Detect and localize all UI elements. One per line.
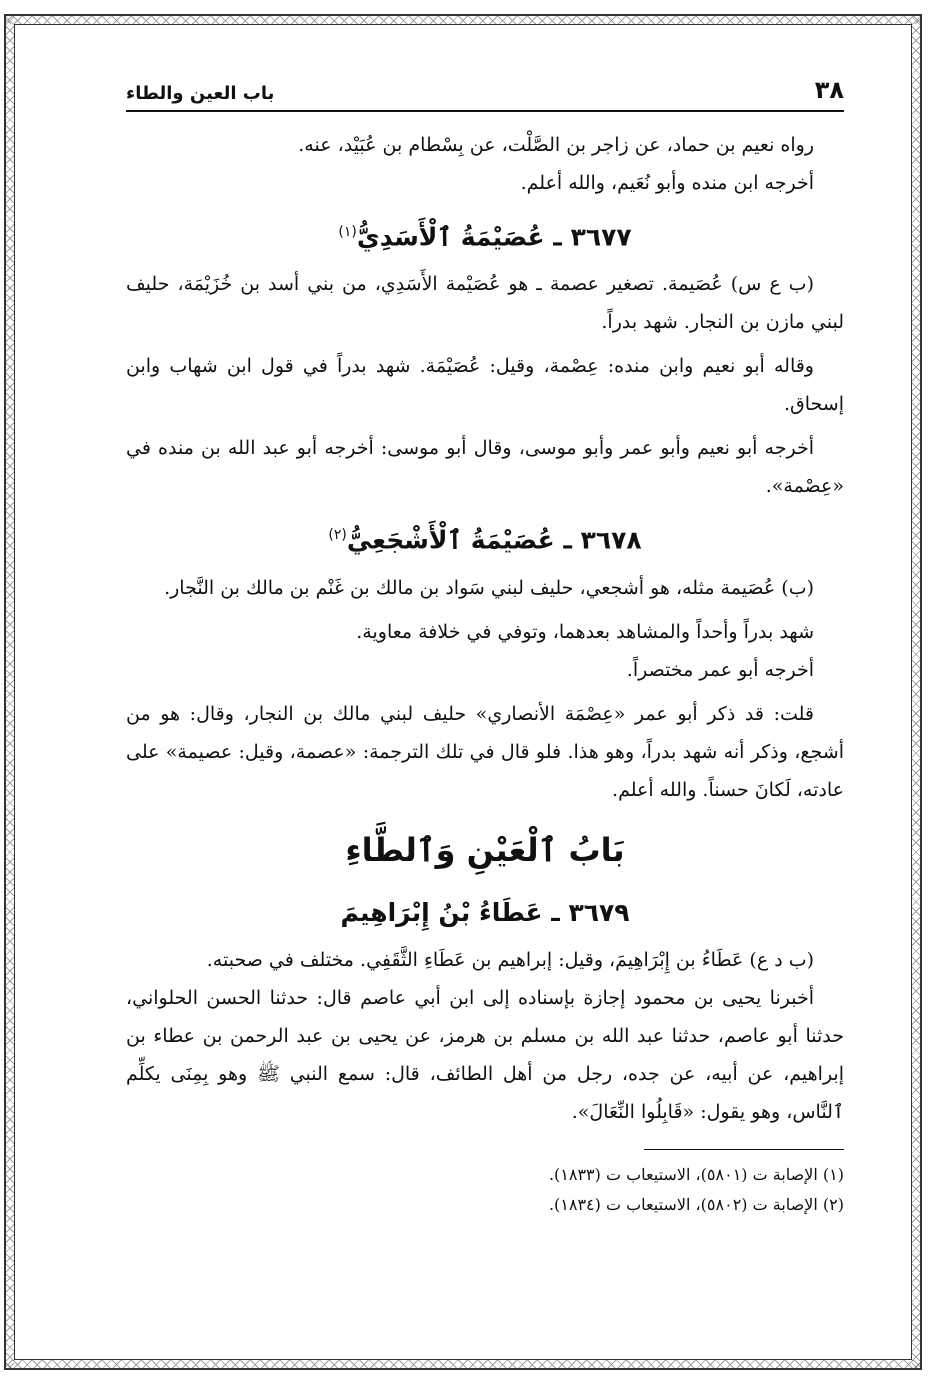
footnote: (١) الإصابة ت (٥٨٠١)، الاستيعاب ت (١٨٣٣).	[548, 1164, 844, 1184]
paragraph: أخبرنا يحيى بن محمود إجازة بإسناده إلى ابن أبي عاصم قال: حدثنا الحسن الحلواني، حدثنا أبو عاصم، حدثنا عبد الله بن مسلم بن هرمز، عن يحيى بن عبد الرحمن بن عطاء بن إبراهيم، عن أبيه، عن جده، رجل من أهل الطائف، قال: سمع النبي ﷺ وهو بِمِنَى يكلِّم ٱلنَّاس، وهو يقول: «قَابِلُوا النِّعَالَ».	[126, 986, 844, 1123]
entry-title-text: ٣٦٧٩ ـ عَطَاءُ بْنُ إِبْرَاهِيمَ	[340, 897, 630, 927]
running-head: باب العين والطاء	[126, 83, 275, 104]
page-content	[126, 76, 844, 1220]
entry-title-3678	[126, 509, 844, 566]
paragraph: قلت: قد ذكر أبو عمر «عِصْمَة الأنصاري» حليف لبني مالك بن النجار، وقال: هو من أشجع، وذكر أنه شهد بدراً، وهو هذا. فلو قال في تلك الترجمة: «عصمة، وقيل: عصيمة» على عادته، لَكانَ حسناً. والله أعلم.	[126, 702, 844, 801]
paragraph: (ب د ع) عَطَاءُ بن إِبْرَاهِيمَ، وقيل: إبراهيم بن عَطَاءِ الثَّقَفِي. مختلف في صحبته.	[206, 948, 814, 971]
page-header	[126, 76, 844, 112]
paragraph: أخرجه أبو نعيم وأبو عمر وأبو موسى، وقال أبو موسى: أخرجه أبو عبد الله بن منده في «عِصْمة».	[126, 437, 844, 498]
footnote: (٢) الإصابة ت (٥٨٠٢)، الاستيعاب ت (١٨٣٤).	[548, 1194, 844, 1214]
paragraph: أخرجه أبو عمر مختصراً.	[626, 658, 814, 681]
paragraph: (ب ع س) عُصَيمة. تصغير عصمة ـ هو عُصَيْمة الأَسَدِي، من بني أسد بن خُزَيْمَة، حليف لبني مازن بن النجار. شهد بدراً.	[126, 273, 844, 334]
entry-title-3677	[126, 206, 844, 263]
entry-title-text: ٣٦٧٨ ـ عُصَيْمَةُ ٱلْأَشْجَعِيُّ	[346, 525, 642, 555]
footnote-divider	[644, 1149, 844, 1150]
paragraph: شهد بدراً وأحداً والمشاهد بعدهما، وتوفي في خلافة معاوية.	[356, 620, 814, 643]
chapter-title: بَابُ ٱلْعَيْنِ وَٱلطَّاءِ	[345, 830, 625, 869]
footnote-ref: (٢)	[328, 527, 347, 544]
footnote-ref: (١)	[338, 224, 357, 240]
paragraph: أخرجه ابن منده وأبو نُعَيم، والله أعلم.	[520, 172, 814, 194]
footnotes	[126, 1160, 844, 1220]
page-number: ٣٨	[814, 76, 844, 104]
entry-title-3679	[126, 887, 844, 939]
entry-title-text: ٣٦٧٧ ـ عُصَيْمَةُ ٱلْأَسَدِيُّ	[356, 222, 632, 252]
paragraph: وقاله أبو نعيم وابن منده: عِصْمة، وقيل: عُصَيْمَة. شهد بدراً في قول ابن شهاب وابن إسحاق.	[126, 355, 844, 416]
paragraph: (ب) عُصَيمة مثله، هو أشجعي، حليف لبني سَواد بن مالك بن غَنْم بن مالك بن النَّجار.	[164, 576, 814, 599]
paragraph: رواه نعيم بن حماد، عن زاجر بن الصَّلْت، عن بِسْطام بن عُبَيْد، عنه.	[298, 134, 814, 156]
